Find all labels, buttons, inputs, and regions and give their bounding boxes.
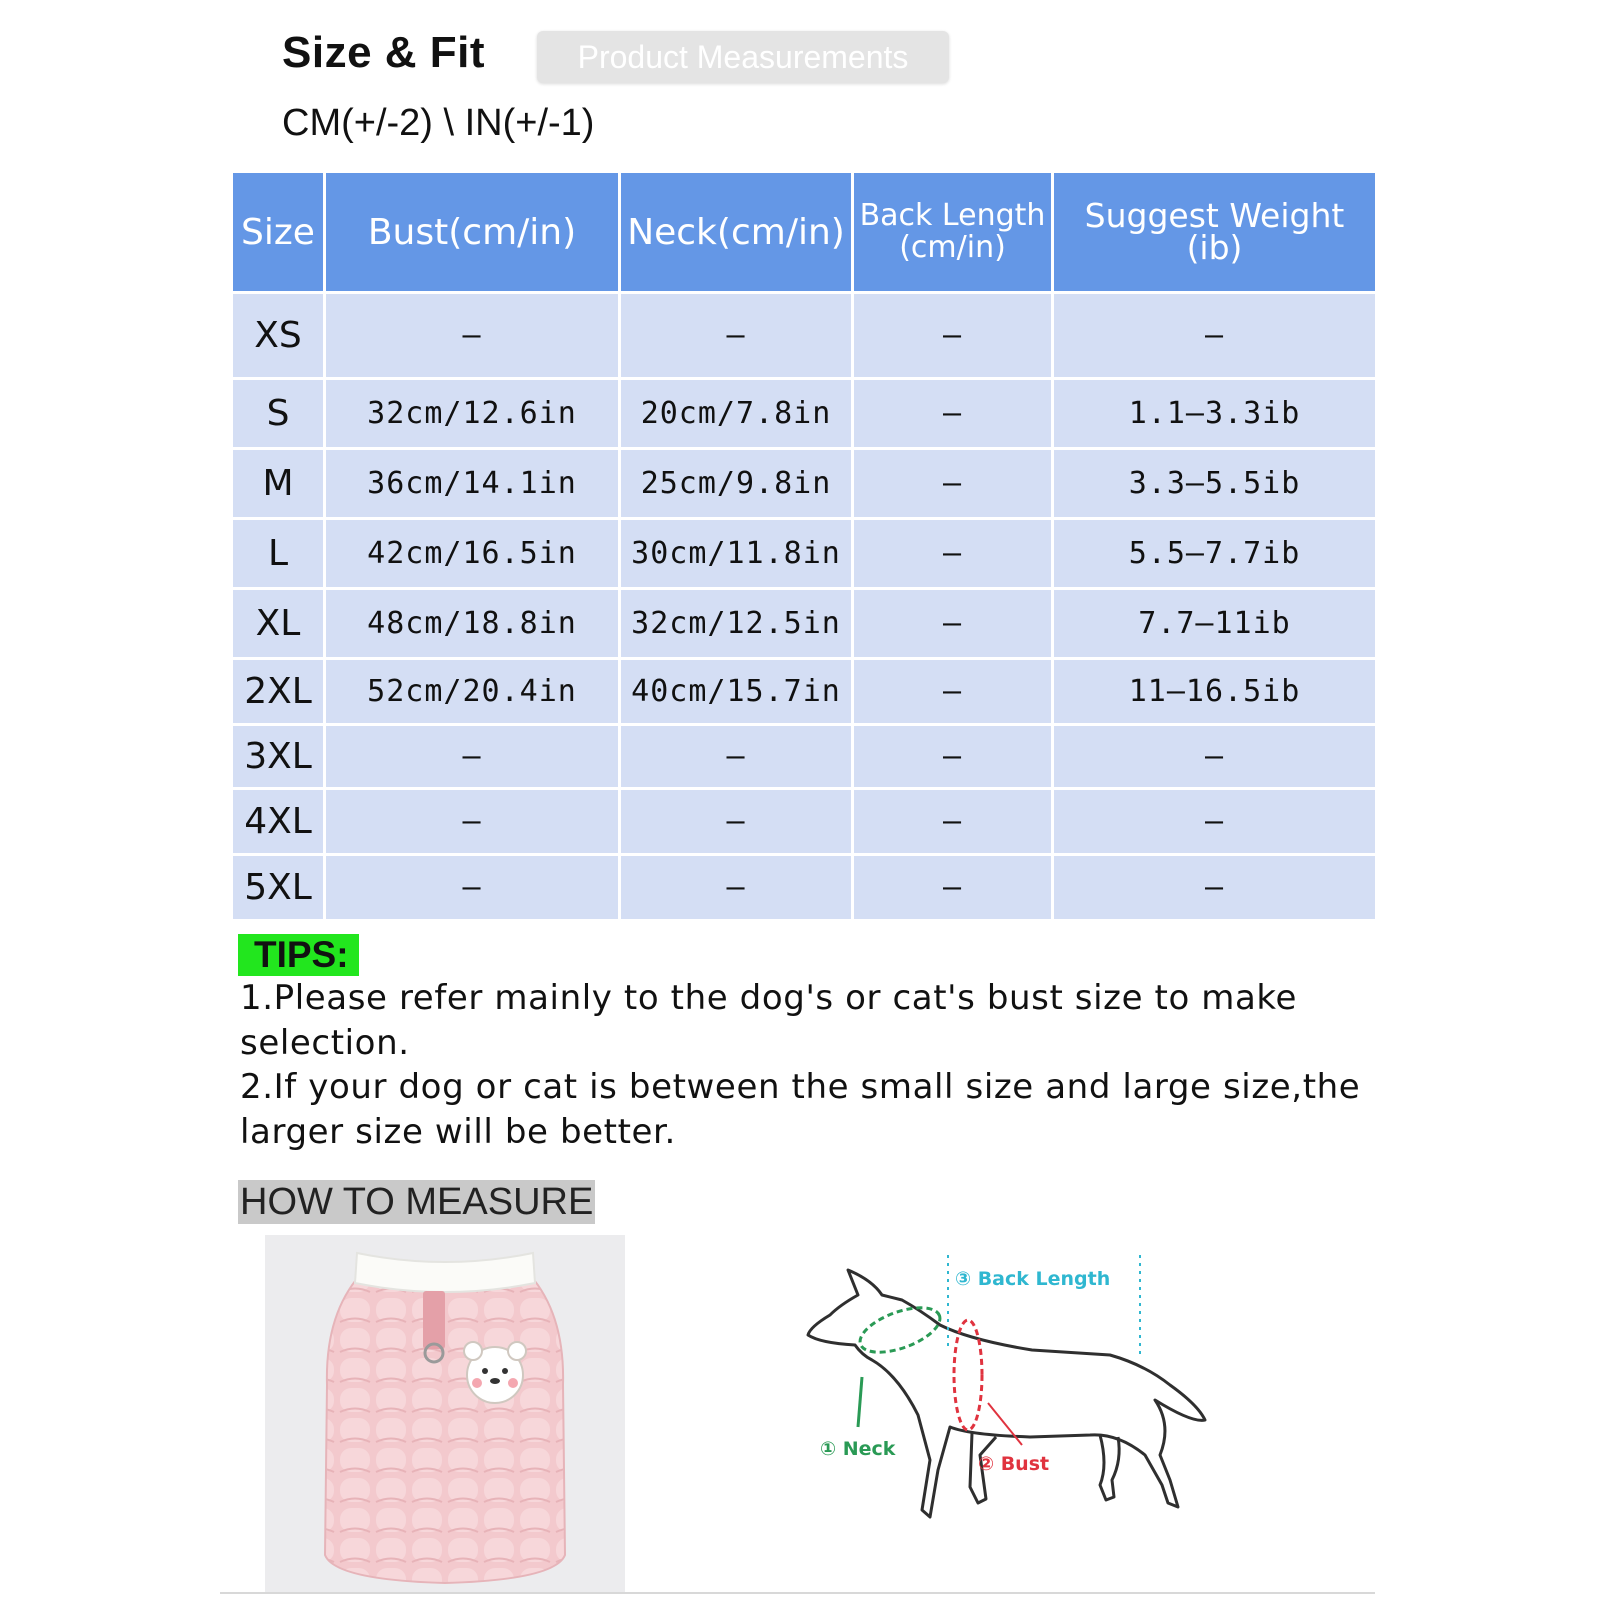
header-suggest-weight: Suggest Weight (ib)	[1053, 172, 1377, 293]
dog-measure-diagram	[800, 1255, 1260, 1545]
table-row	[232, 589, 1377, 659]
weight-cell: –	[1053, 293, 1377, 379]
size-cell: S	[232, 379, 325, 449]
weight-cell: –	[1053, 725, 1377, 789]
product-measurements-badge: Product Measurements	[537, 31, 949, 83]
size-cell: XL	[232, 589, 325, 659]
size-cell: 2XL	[232, 659, 325, 725]
table-row	[232, 379, 1377, 449]
weight-cell: 5.5–7.7ib	[1053, 519, 1377, 589]
neck-cell: –	[620, 789, 853, 855]
header-neck: Neck(cm/in)	[620, 172, 853, 293]
weight-cell: 7.7–11ib	[1053, 589, 1377, 659]
back-length-cell: –	[853, 379, 1053, 449]
back-length-cell: –	[853, 725, 1053, 789]
neck-ring-icon	[854, 1299, 945, 1362]
bust-cell: 42cm/16.5in	[325, 519, 620, 589]
bust-cell: –	[325, 293, 620, 379]
table-row	[232, 725, 1377, 789]
weight-cell: 11–16.5ib	[1053, 659, 1377, 725]
size-cell: 5XL	[232, 855, 325, 921]
page-title: Size & Fit	[282, 28, 486, 77]
bust-cell: –	[325, 789, 620, 855]
tips-label: TIPS:	[238, 934, 359, 976]
neck-cell: 32cm/12.5in	[620, 589, 853, 659]
divider	[220, 1592, 1375, 1594]
tip-2: 2.If your dog or cat is between the small size and large size,the larger size will be better.	[240, 1067, 1361, 1152]
size-cell: L	[232, 519, 325, 589]
tip-1: 1.Please refer mainly to the dog's or cat's bust size to make selection.	[240, 978, 1298, 1063]
size-cell: 3XL	[232, 725, 325, 789]
back-length-cell: –	[853, 519, 1053, 589]
neck-cell: –	[620, 855, 853, 921]
back-length-cell: –	[853, 855, 1053, 921]
bust-cell: 36cm/14.1in	[325, 449, 620, 519]
size-cell: XS	[232, 293, 325, 379]
bust-cell: 52cm/20.4in	[325, 659, 620, 725]
table-header-row	[232, 172, 1377, 293]
header-back-length: Back Length (cm/in)	[853, 172, 1053, 293]
neck-cell: –	[620, 293, 853, 379]
back-length-cell: –	[853, 659, 1053, 725]
neck-cell: 25cm/9.8in	[620, 449, 853, 519]
bust-label: ② Bust	[978, 1453, 1050, 1475]
back-length-cell: –	[853, 589, 1053, 659]
how-to-measure-label: HOW TO MEASURE	[240, 1181, 594, 1223]
table-row	[232, 519, 1377, 589]
table-row	[232, 449, 1377, 519]
bust-cell: 48cm/18.8in	[325, 589, 620, 659]
neck-label: ① Neck	[820, 1438, 896, 1460]
table-row	[232, 789, 1377, 855]
neck-cell: 30cm/11.8in	[620, 519, 853, 589]
size-chart-table	[230, 170, 1378, 922]
header-size: Size	[232, 172, 325, 293]
bust-cell: –	[325, 855, 620, 921]
units-note: CM(+/-2) \ IN(+/-1)	[282, 102, 595, 144]
dog-outline-icon	[808, 1270, 1205, 1517]
back-length-label: ③ Back Length	[955, 1268, 1111, 1290]
sweater-photo	[265, 1235, 625, 1593]
weight-cell: –	[1053, 789, 1377, 855]
bust-cell: –	[325, 725, 620, 789]
table-row	[232, 293, 1377, 379]
table-row	[232, 659, 1377, 725]
neck-cell: 40cm/15.7in	[620, 659, 853, 725]
bear-patch-icon	[464, 1342, 526, 1403]
bust-cell: 32cm/12.6in	[325, 379, 620, 449]
neck-cell: 20cm/7.8in	[620, 379, 853, 449]
size-cell: M	[232, 449, 325, 519]
neck-cell: –	[620, 725, 853, 789]
back-length-cell: –	[853, 449, 1053, 519]
back-length-cell: –	[853, 789, 1053, 855]
weight-cell: 1.1–3.3ib	[1053, 379, 1377, 449]
sweater-image	[265, 1235, 625, 1593]
header-bust: Bust(cm/in)	[325, 172, 620, 293]
weight-cell: 3.3–5.5ib	[1053, 449, 1377, 519]
size-cell: 4XL	[232, 789, 325, 855]
back-length-cell: –	[853, 293, 1053, 379]
weight-cell: –	[1053, 855, 1377, 921]
table-row	[232, 855, 1377, 921]
